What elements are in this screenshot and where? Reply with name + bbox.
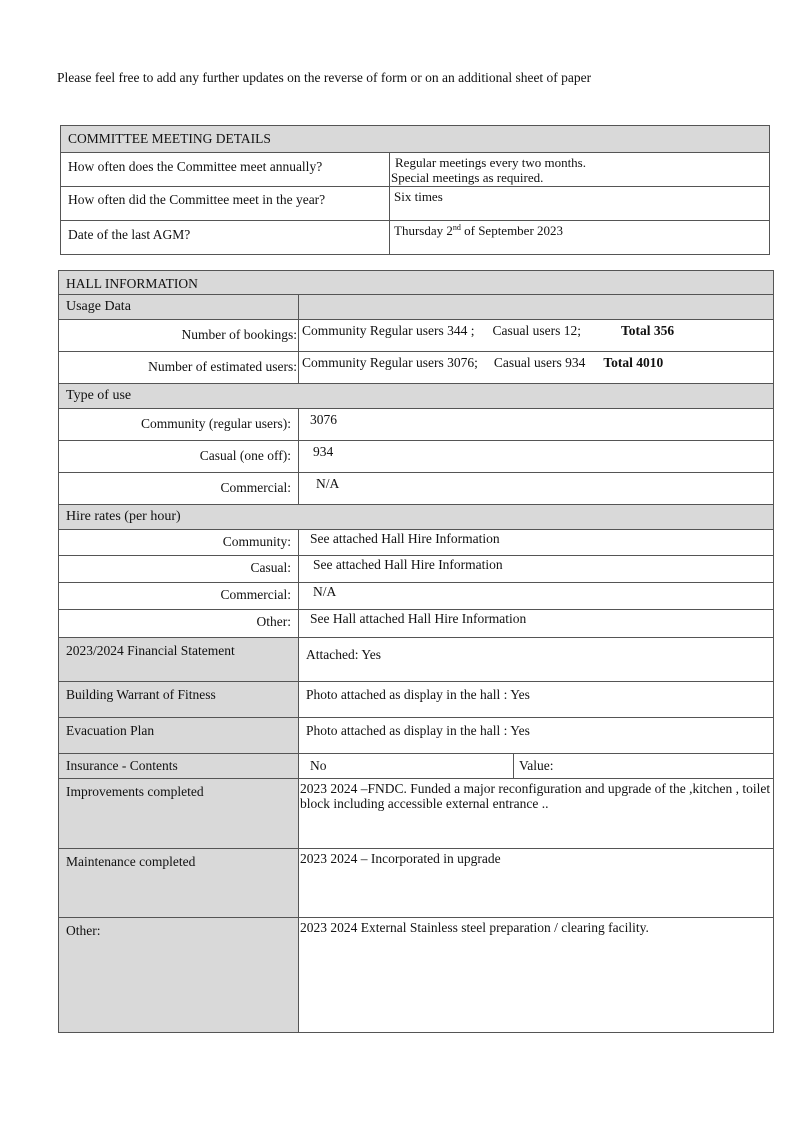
type-community-value: 3076 <box>299 409 774 441</box>
rate-commercial-label: Commercial: <box>59 583 299 610</box>
users-label: Number of estimated users: <box>59 352 299 384</box>
type-commercial-value: N/A <box>299 473 774 505</box>
committee-answer-agm <box>390 221 770 255</box>
hire-rates-label: Hire rates (per hour) <box>59 505 774 530</box>
agm-date-rest: of September 2023 <box>460 223 564 238</box>
warrant-of-fitness-value: Photo attached as display in the hall : Yes <box>299 682 774 718</box>
committee-question-annual: How often does the Committee meet annually? <box>61 153 390 187</box>
evacuation-plan-value: Photo attached as display in the hall : Yes <box>299 718 774 754</box>
rate-commercial-value: N/A <box>299 583 774 610</box>
committee-meeting-table <box>60 125 770 255</box>
improvements-value: 2023 2024 –FNDC. Funded a major reconfiguration and upgrade of the ,kitchen , toilet block including accessible external entrance .. <box>299 779 774 849</box>
maintenance-value: 2023 2024 – Incorporated in upgrade <box>299 849 774 918</box>
insurance-value-label: Value: <box>514 754 774 779</box>
hall-header: HALL INFORMATION <box>59 271 774 295</box>
rate-community-value: See attached Hall Hire Information <box>299 530 774 556</box>
hall-information-table <box>58 270 774 1033</box>
insurance-contents-label: Insurance - Contents <box>59 754 299 779</box>
financial-statement-value: Attached: Yes <box>299 638 774 682</box>
bookings-regular: Community Regular users 344 ; <box>302 323 475 338</box>
other-label: Other: <box>59 918 299 1033</box>
bookings-label: Number of bookings: <box>59 320 299 352</box>
answer-line-1: Regular meetings every two months. <box>395 155 586 170</box>
committee-header: COMMITTEE MEETING DETAILS <box>61 126 770 153</box>
rate-community-label: Community: <box>59 530 299 556</box>
users-regular: Community Regular users 3076; <box>302 355 478 370</box>
bookings-total: Total 356 <box>621 323 675 338</box>
intro-note: Please feel free to add any further updates on the reverse of form or on an additional sheet of paper <box>57 70 592 85</box>
users-total: Total 4010 <box>603 355 664 370</box>
users-value <box>299 352 774 384</box>
rate-casual-label: Casual: <box>59 556 299 583</box>
bookings-casual: Casual users 12; <box>492 323 581 338</box>
committee-answer-year: Six times <box>390 187 770 221</box>
usage-data-blank <box>299 295 774 320</box>
warrant-of-fitness-label: Building Warrant of Fitness <box>59 682 299 718</box>
type-commercial-label: Commercial: <box>59 473 299 505</box>
bookings-value <box>299 320 774 352</box>
maintenance-label: Maintenance completed <box>59 849 299 918</box>
answer-line-2: Special meetings as required. <box>391 170 544 185</box>
agm-date-suffix: nd <box>452 223 461 232</box>
committee-question-year: How often did the Committee meet in the year? <box>61 187 390 221</box>
evacuation-plan-label: Evacuation Plan <box>59 718 299 754</box>
improvements-label: Improvements completed <box>59 779 299 849</box>
insurance-contents-value: No <box>299 754 514 779</box>
type-casual-label: Casual (one off): <box>59 441 299 473</box>
usage-data-label: Usage Data <box>59 295 299 320</box>
financial-statement-label: 2023/2024 Financial Statement <box>59 638 299 682</box>
type-community-label: Community (regular users): <box>59 409 299 441</box>
rate-other-label: Other: <box>59 610 299 638</box>
users-casual: Casual users 934 <box>493 355 586 370</box>
type-of-use-label: Type of use <box>59 384 774 409</box>
agm-date-prefix: Thursday 2 <box>394 223 453 238</box>
rate-other-value: See Hall attached Hall Hire Information <box>299 610 774 638</box>
committee-answer-annual <box>390 153 770 187</box>
type-casual-value: 934 <box>299 441 774 473</box>
committee-question-agm: Date of the last AGM? <box>61 221 390 255</box>
other-value: 2023 2024 External Stainless steel preparation / clearing facility. <box>299 918 774 1033</box>
rate-casual-value: See attached Hall Hire Information <box>299 556 774 583</box>
